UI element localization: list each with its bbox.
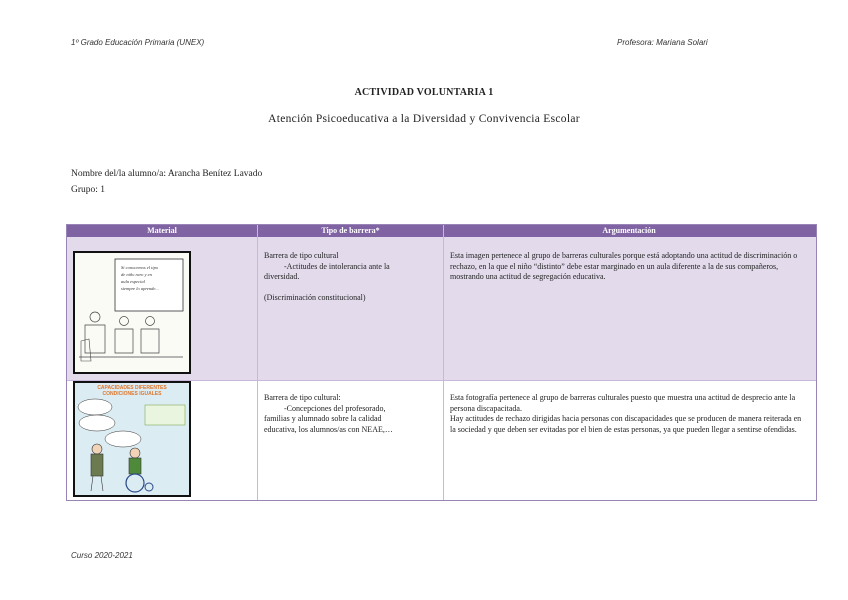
document-subtitle: Atención Psicoeducativa a la Diversidad y Convivencia Escolar xyxy=(268,113,580,125)
barrier-type-line: Barrera de tipo cultural: xyxy=(264,393,341,402)
cartoon-subtitle: CONDICIONES IGUALES xyxy=(102,391,162,397)
student-name: Nombre del/la alumno/a: Arancha Benítez Lavado xyxy=(71,169,263,179)
wheelchair-cartoon-drawing xyxy=(75,383,189,495)
header-material: Material xyxy=(67,225,258,237)
document-title: ACTIVIDAD VOLUNTARIA 1 xyxy=(354,87,494,98)
wheelchair-cartoon-image xyxy=(73,381,191,497)
svg-text:de niño raro y en: de niño raro y en xyxy=(121,272,152,277)
argument-cell xyxy=(444,381,814,500)
argument-cell xyxy=(444,237,814,380)
student-group: Grupo: 1 xyxy=(71,185,106,195)
classroom-cartoon-drawing xyxy=(75,253,189,372)
barrier-type-line: Barrera de tipo cultural xyxy=(264,251,339,260)
argument-text: Esta fotografía pertenece al grupo de barreras culturales puesto que muestra una actitud de desprecio ante la persona discapacitada. xyxy=(450,393,796,413)
table-header-row xyxy=(67,225,816,237)
barrier-type-line: familias y alumnado sobre la calidad xyxy=(264,414,382,423)
cartoon-title: CAPACIDADES DIFERENTES xyxy=(97,385,167,391)
barrier-type-line: -Actitudes de intolerancia ante la xyxy=(284,261,390,271)
header-course: 1º Grado Educación Primaria (UNEX) xyxy=(71,38,205,47)
cartoon-caption: Si conocemos el tipo xyxy=(121,265,159,270)
barrier-type-line: educativa, los alumnos/as con NEAE,… xyxy=(264,424,393,434)
argument-text: Hay actitudes de rechazo dirigidas hacia personas con discapacidades que se producen de manera reiterada en la sociedad y que deben ser evitadas por el bien de estas personas, ya que pueden llegar a sentirse ofendidas. xyxy=(450,414,802,434)
svg-text:siempre lo aprende...: siempre lo aprende... xyxy=(121,286,159,291)
barrier-type-cell xyxy=(258,237,444,380)
svg-text:aula especial: aula especial xyxy=(121,279,145,284)
barrier-type-cell xyxy=(258,381,444,500)
classroom-cartoon-image xyxy=(73,251,191,374)
argument-text: Esta imagen pertenece al grupo de barreras culturales porque está adoptando una actitud de discriminación o rechazo, en la que el niño “distinto” debe estar marginado en un aula diferente a la de sus compañeros, mostrando una actitud de segregación educativa. xyxy=(450,251,798,281)
header-argument: Argumentación xyxy=(602,226,656,235)
header-teacher: Profesora: Mariana Solari xyxy=(617,38,708,47)
barrier-type-line: -Concepciones del profesorado, xyxy=(284,403,386,413)
barrier-type-line: diversidad. xyxy=(264,272,300,281)
barrier-type-line: (Discriminación constitucional) xyxy=(264,292,366,302)
header-barrier-type: Tipo de barrera* xyxy=(258,225,444,237)
footer-course-year: Curso 2020-2021 xyxy=(71,551,133,560)
